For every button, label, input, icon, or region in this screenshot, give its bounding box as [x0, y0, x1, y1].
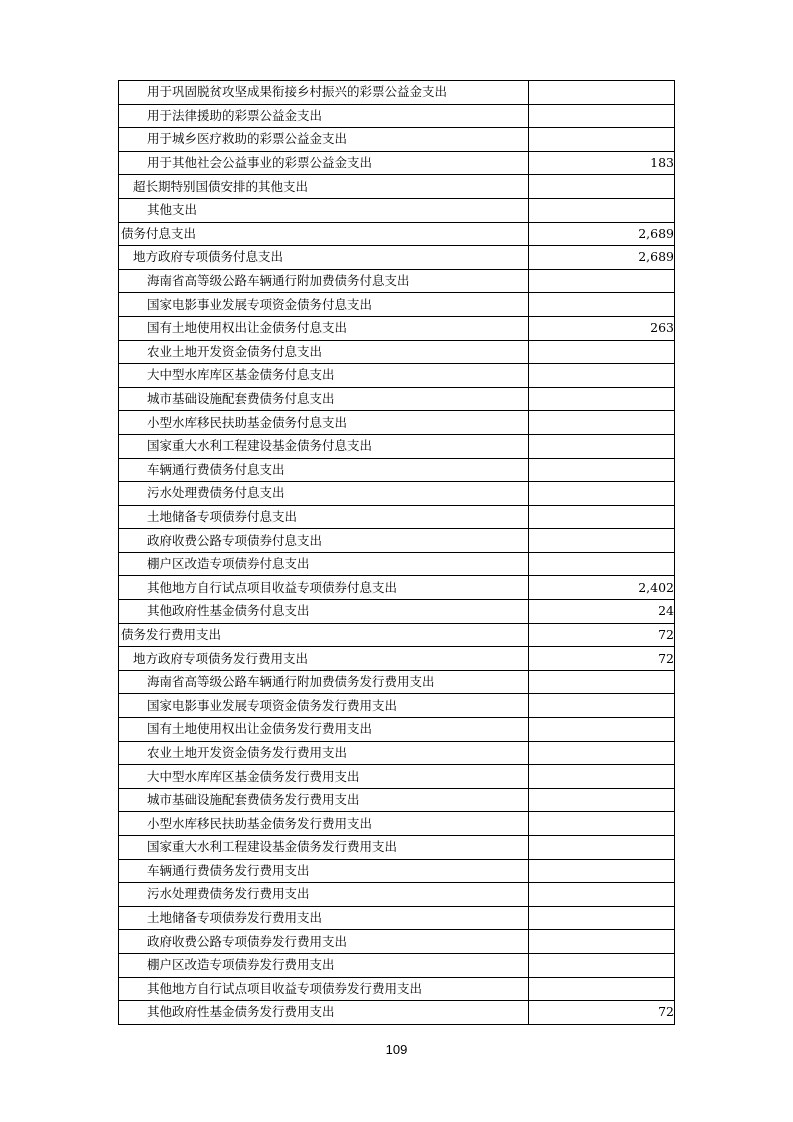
amount-cell — [529, 340, 675, 364]
amount-cell: 72 — [529, 647, 675, 671]
amount-cell: 2,689 — [529, 246, 675, 270]
item-name-cell: 海南省高等级公路车辆通行附加费债务付息支出 — [119, 269, 529, 293]
table-row — [119, 836, 675, 860]
item-name-cell: 政府收费公路专项债券发行费用支出 — [119, 930, 529, 954]
item-name-cell: 城市基础设施配套费债务发行费用支出 — [119, 788, 529, 812]
item-name-cell: 车辆通行费债务发行费用支出 — [119, 859, 529, 883]
amount-cell: 2,689 — [529, 222, 675, 246]
item-name-cell: 土地储备专项债券发行费用支出 — [119, 906, 529, 930]
amount-cell — [529, 458, 675, 482]
table-row — [119, 600, 675, 624]
amount-cell — [529, 836, 675, 860]
amount-cell — [529, 128, 675, 152]
item-name-cell: 污水处理费债务付息支出 — [119, 482, 529, 506]
item-name-cell: 债务付息支出 — [119, 222, 529, 246]
amount-cell — [529, 930, 675, 954]
amount-cell: 72 — [529, 623, 675, 647]
amount-cell: 2,402 — [529, 576, 675, 600]
amount-cell: 183 — [529, 151, 675, 175]
table-row — [119, 906, 675, 930]
table-row — [119, 246, 675, 270]
item-name-cell: 国家电影事业发展专项资金债务发行费用支出 — [119, 694, 529, 718]
table-row — [119, 175, 675, 199]
item-name-cell: 国有土地使用权出让金债务付息支出 — [119, 316, 529, 340]
amount-cell — [529, 175, 675, 199]
item-name-cell: 用于巩固脱贫攻坚成果衔接乡村振兴的彩票公益金支出 — [119, 81, 529, 105]
item-name-cell: 其他地方自行试点项目收益专项债券发行费用支出 — [119, 977, 529, 1001]
item-name-cell: 其他政府性基金债务发行费用支出 — [119, 1001, 529, 1025]
item-name-cell: 国家重大水利工程建设基金债务发行费用支出 — [119, 836, 529, 860]
amount-cell — [529, 552, 675, 576]
table-row — [119, 788, 675, 812]
table-row — [119, 316, 675, 340]
table-row — [119, 718, 675, 742]
table-row — [119, 977, 675, 1001]
amount-cell — [529, 198, 675, 222]
table-row — [119, 765, 675, 789]
item-name-cell: 棚户区改造专项债券付息支出 — [119, 552, 529, 576]
item-name-cell: 海南省高等级公路车辆通行附加费债务发行费用支出 — [119, 670, 529, 694]
item-name-cell: 大中型水库库区基金债务付息支出 — [119, 364, 529, 388]
amount-cell — [529, 741, 675, 765]
table-row — [119, 128, 675, 152]
table-row — [119, 1001, 675, 1025]
table-row — [119, 151, 675, 175]
table-row — [119, 859, 675, 883]
item-name-cell: 车辆通行费债务付息支出 — [119, 458, 529, 482]
amount-cell — [529, 977, 675, 1001]
table-row — [119, 670, 675, 694]
table-row — [119, 552, 675, 576]
amount-cell: 72 — [529, 1001, 675, 1025]
item-name-cell: 用于法律援助的彩票公益金支出 — [119, 104, 529, 128]
amount-cell — [529, 670, 675, 694]
item-name-cell: 用于其他社会公益事业的彩票公益金支出 — [119, 151, 529, 175]
item-name-cell: 其他支出 — [119, 198, 529, 222]
amount-cell — [529, 859, 675, 883]
table-row — [119, 222, 675, 246]
table-row — [119, 529, 675, 553]
amount-cell — [529, 269, 675, 293]
amount-cell — [529, 906, 675, 930]
item-name-cell: 地方政府专项债务付息支出 — [119, 246, 529, 270]
amount-cell — [529, 482, 675, 506]
table-row — [119, 293, 675, 317]
item-name-cell: 用于城乡医疗救助的彩票公益金支出 — [119, 128, 529, 152]
amount-cell — [529, 529, 675, 553]
amount-cell — [529, 765, 675, 789]
table-row — [119, 387, 675, 411]
amount-cell: 24 — [529, 600, 675, 624]
item-name-cell: 棚户区改造专项债券发行费用支出 — [119, 953, 529, 977]
table-row — [119, 434, 675, 458]
item-name-cell: 土地储备专项债券付息支出 — [119, 505, 529, 529]
table-row — [119, 458, 675, 482]
item-name-cell: 农业土地开发资金债务付息支出 — [119, 340, 529, 364]
item-name-cell: 政府收费公路专项债券付息支出 — [119, 529, 529, 553]
table-row — [119, 340, 675, 364]
page-number: 109 — [385, 1042, 408, 1057]
amount-cell: 263 — [529, 316, 675, 340]
amount-cell — [529, 718, 675, 742]
table-row — [119, 576, 675, 600]
amount-cell — [529, 411, 675, 435]
table-row — [119, 104, 675, 128]
item-name-cell: 超长期特别国债安排的其他支出 — [119, 175, 529, 199]
item-name-cell: 其他地方自行试点项目收益专项债券付息支出 — [119, 576, 529, 600]
table-row — [119, 623, 675, 647]
amount-cell — [529, 104, 675, 128]
item-name-cell: 农业土地开发资金债务发行费用支出 — [119, 741, 529, 765]
amount-cell — [529, 81, 675, 105]
item-name-cell: 城市基础设施配套费债务付息支出 — [119, 387, 529, 411]
item-name-cell: 国家重大水利工程建设基金债务付息支出 — [119, 434, 529, 458]
table-row — [119, 930, 675, 954]
table-row — [119, 694, 675, 718]
amount-cell — [529, 812, 675, 836]
amount-cell — [529, 434, 675, 458]
item-name-cell: 地方政府专项债务发行费用支出 — [119, 647, 529, 671]
table-row — [119, 953, 675, 977]
table-row — [119, 269, 675, 293]
amount-cell — [529, 293, 675, 317]
amount-cell — [529, 694, 675, 718]
table-row — [119, 364, 675, 388]
item-name-cell: 国有土地使用权出让金债务发行费用支出 — [119, 718, 529, 742]
table-row — [119, 883, 675, 907]
table-body — [119, 81, 675, 1025]
item-name-cell: 污水处理费债务发行费用支出 — [119, 883, 529, 907]
table-row — [119, 741, 675, 765]
amount-cell — [529, 364, 675, 388]
table-row — [119, 812, 675, 836]
table-row — [119, 81, 675, 105]
table-row — [119, 198, 675, 222]
budget-table — [118, 80, 675, 1025]
table-row — [119, 482, 675, 506]
amount-cell — [529, 788, 675, 812]
table-row — [119, 647, 675, 671]
amount-cell — [529, 953, 675, 977]
amount-cell — [529, 505, 675, 529]
item-name-cell: 小型水库移民扶助基金债务发行费用支出 — [119, 812, 529, 836]
amount-cell — [529, 387, 675, 411]
item-name-cell: 国家电影事业发展专项资金债务付息支出 — [119, 293, 529, 317]
table-row — [119, 505, 675, 529]
item-name-cell: 小型水库移民扶助基金债务付息支出 — [119, 411, 529, 435]
item-name-cell: 债务发行费用支出 — [119, 623, 529, 647]
item-name-cell: 大中型水库库区基金债务发行费用支出 — [119, 765, 529, 789]
amount-cell — [529, 883, 675, 907]
table-row — [119, 411, 675, 435]
item-name-cell: 其他政府性基金债务付息支出 — [119, 600, 529, 624]
